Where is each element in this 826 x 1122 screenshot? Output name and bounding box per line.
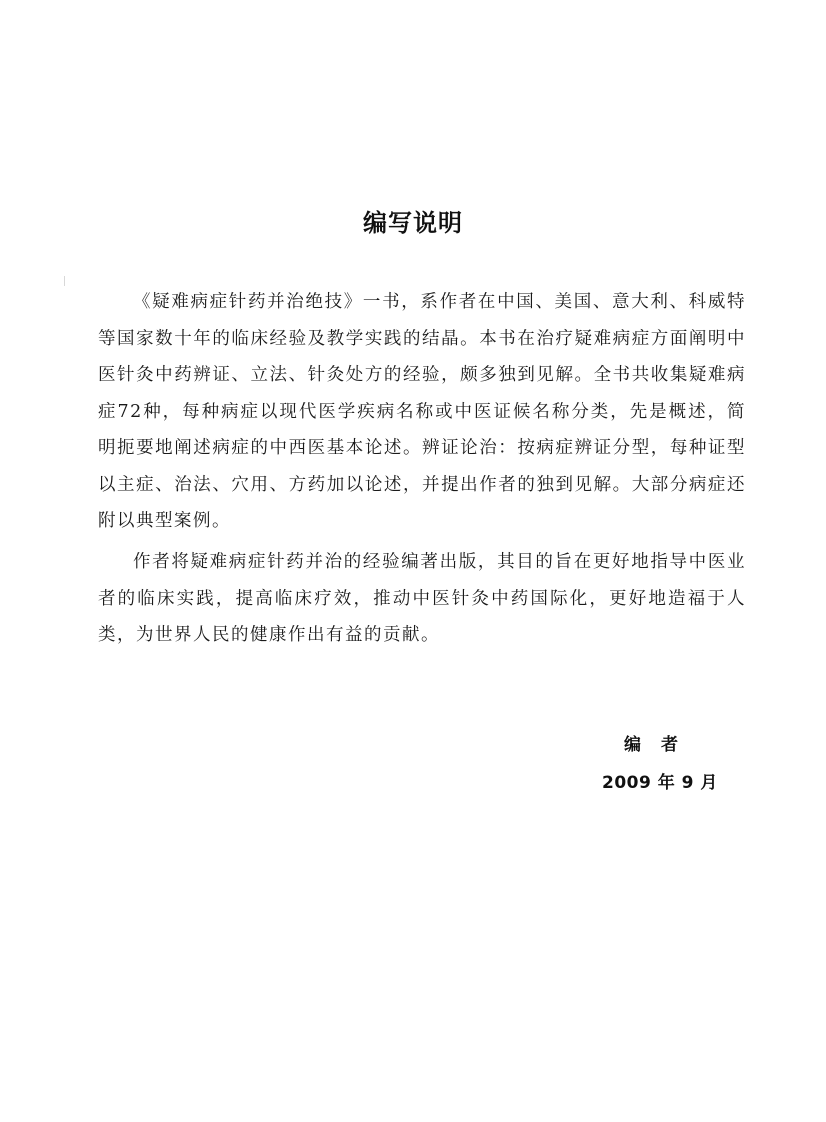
page-title: 编写说明 bbox=[363, 209, 463, 238]
paragraph-purpose: 作者将疑难病症针药并治的经验编著出版，其目的旨在更好地指导中医业者的临床实践，提高临床疗效，推动中医针灸中药国际化，更好地造福于人类，为世界人民的健康作出有益的贡献。 bbox=[98, 552, 746, 645]
signature-date: 2009 年 9 月 bbox=[602, 773, 718, 793]
scan-margin-mark bbox=[64, 276, 65, 286]
signature-block bbox=[560, 730, 746, 798]
paragraph-intro: 《疑难病症针药并治绝技》一书，系作者在中国、美国、意大利、科威特等国家数十年的临床经验及教学实践的结晶。本书在治疗疑难病症方面阐明中医针灸中药辨证、立法、针灸处方的经验，颇多独到见解。全书共收集疑难病症72种，每种病症以现代医学疾病名称或中医证候名称分类，先是概述，简明扼要地阐述病症的中西医基本论述。辨证论治：按病症辨证分型，每种证型以主症、治法、穴用、方药加以论述，并提出作者的独到见解。大部分病症还附以典型案例。 bbox=[98, 292, 746, 531]
signature-author: 编者 bbox=[624, 735, 698, 755]
